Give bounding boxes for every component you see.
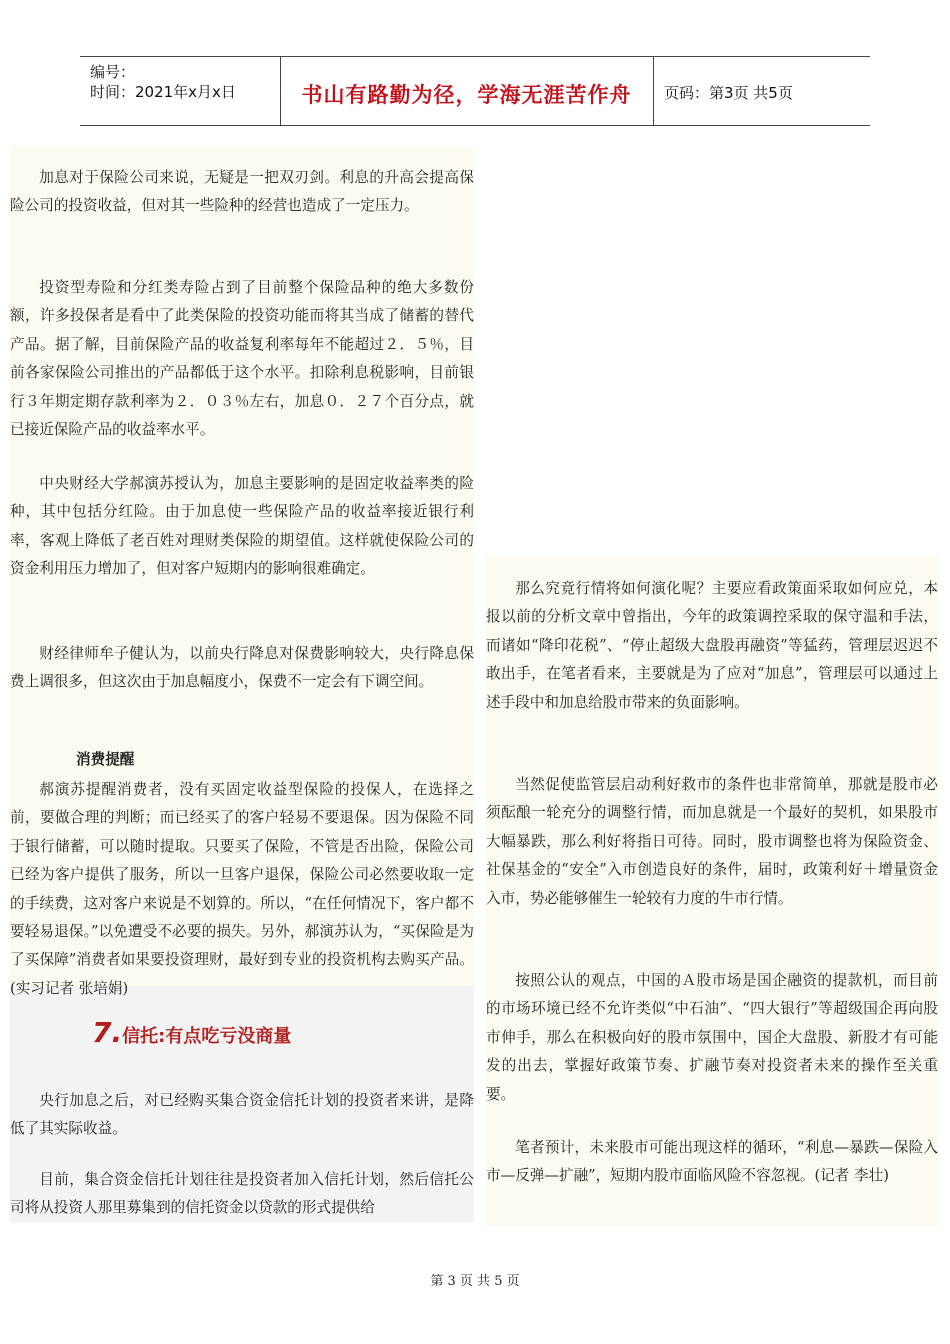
subheading-consumer-reminder: 消费提醒 (76, 751, 135, 768)
serial-label: 编号： (90, 63, 136, 81)
section-number: 7. (92, 1016, 123, 1049)
time-label: 时间：2021年x月x日 (90, 83, 236, 101)
motto: 书山有路勤为径，学海无涯苦作舟 (301, 82, 632, 107)
right-paragraph-2: 当然促使监管层启动利好救市的条件也非常简单，那就是股市必须酝酿一轮充分的调整行情，而加息就是一个最好的契机，如果股市大幅暴跌，那么利好将指日可待。同时，股市调整也将为保险资金、社保基金的“安全”入市创造良好的条件，届时，政策利好＋增量资金入市，势必能够催生一轮较有力度的牛市行情。 (486, 776, 938, 907)
right-paragraph-1: 那么究竟行情将如何演化呢？主要应看政策面采取如何应兑，本报以前的分析文章中曾指出，今年的政策调控采取的保守温和手法，而诸如“降印花税”、“停止超级大盘股再融资”等猛药，管理层迟迟不敢出手，在笔者看来，主要就是为了应对“加息”，管理层可以通过上述手段中和加息给股市带来的负面影响。 (486, 580, 938, 711)
section-title: 信托:有点吃亏没商量 (122, 1026, 292, 1047)
left-paragraph-1: 加息对于保险公司来说，无疑是一把双刃剑。利息的升高会提高保险公司的投资收益，但对其一些险种的经营也造成了一定压力。 (10, 169, 474, 215)
header-motto-cell (280, 57, 654, 125)
left-paragraph-5: 郝演苏提醒消费者，没有买固定收益型保险的投保人，在选择之前，要做合理的判断；而已经买了的客户轻易不要退保。因为保险不同于银行储蓄，可以随时提取。只要买了保险，不管是否出险，保险公司已经为客户提供了服务，所以一旦客户退保，保险公司必然要收取一定的手续费，这对客户来说是不划算的。所以，“在任何情况下，客户都不要轻易退保。”以免遭受不必要的损失。另外，郝演苏认为，“买保险是为了买保障”消费者如果要投资理财，最好到专业的投资机构去购买产品。(实习记者 张培娟) (10, 781, 474, 997)
section-heading (92, 1016, 291, 1049)
right-paragraph-4: 笔者预计，未来股市可能出现这样的循环，“利息—暴跌—保险入市—反弹—扩融”，短期内股市面临风险不容忽视。(记者 李壮) (486, 1139, 938, 1185)
right-paragraph-3: 按照公认的观点，中国的Ａ股市场是国企融资的提款机，而目前的市场环境已经不允许类似“中石油”、“四大银行”等超级国企再向股市伸手，那么在积极向好的股市氛围中，国企大盘股、新股才有可能发的出去，掌握好政策节奏、扩融节奏对投资者未来的操作至关重要。 (486, 972, 938, 1103)
left-paragraph-6: 央行加息之后，对已经购买集合资金信托计划的投资者来讲，是降低了其实际收益。 (10, 1092, 474, 1138)
header-page-cell (654, 57, 870, 125)
page-footer: 第 3 页 共 5 页 (430, 1274, 520, 1289)
left-paragraph-7: 目前，集合资金信托计划往往是投资者加入信托计划，然后信托公司将从投资人那里募集到的信托资金以贷款的形式提供给 (10, 1171, 474, 1217)
left-paragraph-4: 财经律师牟子健认为，以前央行降息对保费影响较大，央行降息保费上调很多，但这次由于加息幅度小，保费不一定会有下调空间。 (10, 645, 474, 691)
left-paragraph-3: 中央财经大学郝演苏授认为，加息主要影响的是固定收益率类的险种，其中包括分红险。由于加息使一些保险产品的收益率接近银行利率，客观上降低了老百姓对理财类保险的期望值。这样就使保险公司的资金利用压力增加了，但对客户短期内的影响很难确定。 (10, 475, 474, 578)
page-code: 页码：第3页 共5页 (664, 84, 793, 102)
left-paragraph-2: 投资型寿险和分红类寿险占到了目前整个保险品种的绝大多数份额，许多投保者是看中了此类保险的投资功能而将其当成了储蓄的替代产品。据了解，目前保险产品的收益复利率每年不能超过２．５％，目前各家保险公司推出的产品都低于这个水平。扣除利息税影响，目前银行３年期定期存款利率为２．０３％左右，加息０．２７个百分点，就已接近保险产品的收益率水平。 (10, 279, 474, 439)
header-meta-cell (80, 57, 281, 125)
page-header (80, 56, 870, 126)
